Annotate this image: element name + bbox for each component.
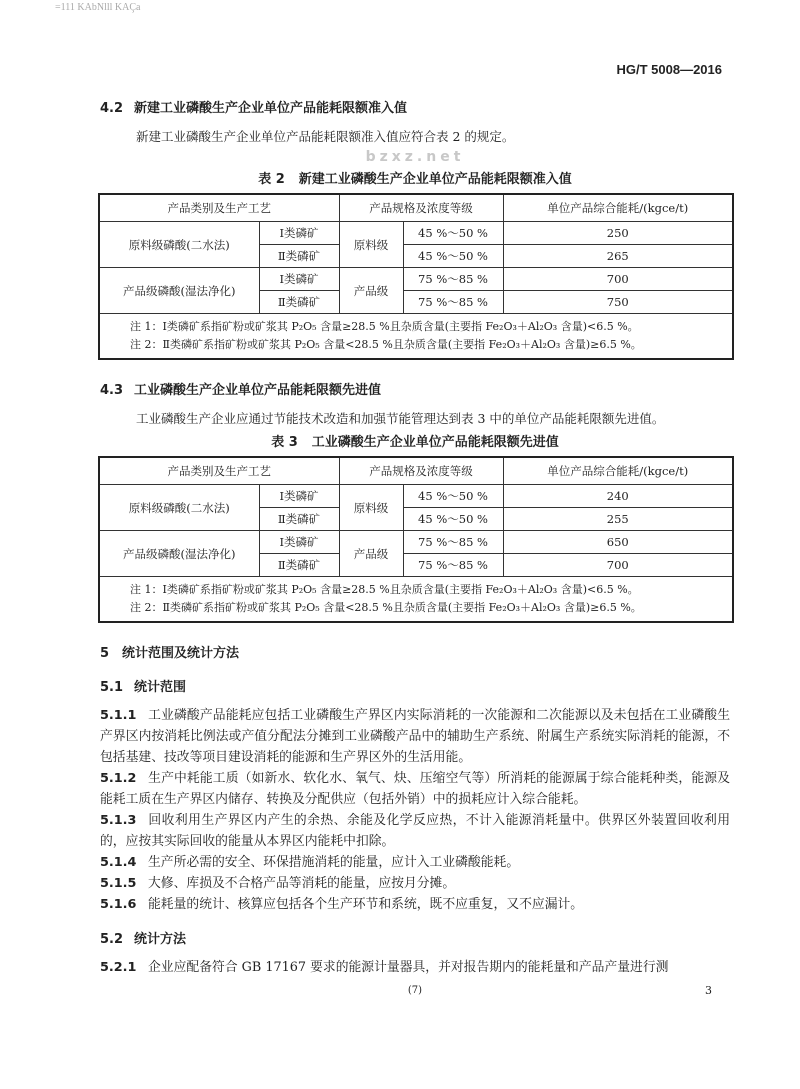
notes-cell xyxy=(99,314,733,360)
grade-cell: 原料级 xyxy=(339,485,403,531)
table-2-caption xyxy=(100,171,730,189)
section-title: 统计范围 xyxy=(134,680,187,695)
value-cell: 240 xyxy=(503,485,733,508)
clause xyxy=(100,705,730,768)
clause-number: 5.1.2 xyxy=(100,771,137,786)
header-cell: 产品规格及浓度等级 xyxy=(339,457,503,485)
table-2 xyxy=(98,193,734,360)
section-4-2-heading xyxy=(100,100,730,118)
value-cell: 255 xyxy=(503,508,733,531)
header-cell: 单位产品综合能耗/(kgce/t) xyxy=(503,457,733,485)
section-5-1-clauses xyxy=(100,705,730,915)
table-note: 注 1：Ⅰ类磷矿系指矿粉或矿浆其 P₂O₅ 含量≥28.5 %且杂质含量(主要指 Fe₂O₃＋Al₂O₃ 含量)<6.5 %。 xyxy=(130,583,639,596)
clause xyxy=(100,768,730,810)
ore-cell: Ⅰ类磷矿 xyxy=(259,222,339,245)
clause-number: 5.1.5 xyxy=(100,876,137,891)
section-4-3-heading xyxy=(100,382,730,400)
table-title: 新建工业磷酸生产企业单位产品能耗限额准入值 xyxy=(298,172,572,187)
value-cell: 700 xyxy=(503,268,733,291)
ore-cell: Ⅰ类磷矿 xyxy=(259,531,339,554)
clause-number: 5.1.6 xyxy=(100,897,137,912)
page-footer xyxy=(100,984,730,1004)
grade-cell: 原料级 xyxy=(339,222,403,268)
clause-number: 5.1.4 xyxy=(100,855,137,870)
value-cell: 250 xyxy=(503,222,733,245)
table-number: 表 2 xyxy=(258,172,285,187)
table-note: 注 2：Ⅱ类磷矿系指矿粉或矿浆其 P₂O₅ 含量<28.5 %且杂质含量(主要指 Fe₂O₃＋Al₂O₃ 含量)≥6.5 %。 xyxy=(130,338,642,351)
clause-text: 工业磷酸产品能耗应包括工业磷酸生产界区内实际消耗的一次能源和二次能源以及未包括在工业磷酸生产界区内按消耗比例法或产值分配法分摊到工业磷酸产品中的辅助生产系统、附属生产系统实际消耗的能源，不包括基建、技改等项目建设消耗的能源和生产界区外的生活用能。 xyxy=(100,708,730,765)
grade-cell: 产品级 xyxy=(339,268,403,314)
table-title: 工业磷酸生产企业单位产品能耗限额先进值 xyxy=(311,435,559,450)
header-cell: 产品规格及浓度等级 xyxy=(339,194,503,222)
scan-header-mark: =111 KAbNlll KAÇa xyxy=(55,2,141,13)
section-title: 统计范围及统计方法 xyxy=(122,646,240,661)
clause-number: 5.1.3 xyxy=(100,813,137,828)
table-row xyxy=(99,268,733,291)
category-cell: 原料级磷酸(二水法) xyxy=(99,222,259,268)
header-cell: 产品类别及生产工艺 xyxy=(99,457,339,485)
clause xyxy=(100,957,730,978)
section-number: 4.2 xyxy=(100,101,124,116)
clause-text: 生产中耗能工质（如新水、软化水、氧气、炔、压缩空气等）所消耗的能源属于综合能耗种类，能源及能耗工质在生产界区内储存、转换及分配供应（包括外销）中的损耗应计入综合能耗。 xyxy=(100,771,730,807)
table-row xyxy=(99,485,733,508)
spec-cell: 75 %～85 % xyxy=(403,291,503,314)
page-top-bar xyxy=(0,0,800,62)
table-3-caption xyxy=(100,434,730,452)
clause-number: 5.2.1 xyxy=(100,960,137,975)
section-number: 5.2 xyxy=(100,932,124,947)
table-header-row xyxy=(99,457,733,485)
spec-cell: 75 %～85 % xyxy=(403,554,503,577)
document-page xyxy=(0,62,800,1004)
notes-cell xyxy=(99,577,733,623)
ore-cell: Ⅱ类磷矿 xyxy=(259,291,339,314)
section-title: 统计方法 xyxy=(134,932,187,947)
header-cell: 产品类别及生产工艺 xyxy=(99,194,339,222)
header-cell: 单位产品综合能耗/(kgce/t) xyxy=(503,194,733,222)
page-number: 3 xyxy=(705,984,712,997)
clause-text: 大修、库损及不合格产品等消耗的能量，应按月分摊。 xyxy=(148,876,456,891)
section-4-3-text: 工业磷酸生产企业应通过节能技术改造和加强节能管理达到表 3 中的单位产品能耗限额先进值。 xyxy=(136,411,665,426)
table-number: 表 3 xyxy=(271,435,298,450)
clause xyxy=(100,873,730,894)
section-5-1-heading xyxy=(100,679,730,697)
section-5-2-heading xyxy=(100,931,730,949)
value-cell: 700 xyxy=(503,554,733,577)
spec-cell: 45 %～50 % xyxy=(403,222,503,245)
clause xyxy=(100,894,730,915)
spec-cell: 45 %～50 % xyxy=(403,485,503,508)
section-number: 4.3 xyxy=(100,383,124,398)
spec-cell: 75 %～85 % xyxy=(403,531,503,554)
watermark-row xyxy=(100,146,730,165)
category-cell: 产品级磷酸(湿法净化) xyxy=(99,268,259,314)
table-note: 注 2：Ⅱ类磷矿系指矿粉或矿浆其 P₂O₅ 含量<28.5 %且杂质含量(主要指 Fe₂O₃＋Al₂O₃ 含量)≥6.5 %。 xyxy=(130,601,642,614)
table-notes-row xyxy=(99,314,733,360)
section-number: 5 xyxy=(100,646,110,661)
section-number: 5.1 xyxy=(100,680,124,695)
table-3 xyxy=(98,456,734,623)
section-4-2-text: 新建工业磷酸生产企业单位产品能耗限额准入值应符合表 2 的规定。 xyxy=(136,129,515,144)
section-5-2-clauses xyxy=(100,957,730,978)
ore-cell: Ⅱ类磷矿 xyxy=(259,245,339,268)
section-title: 新建工业磷酸生产企业单位产品能耗限额准入值 xyxy=(134,101,408,116)
category-cell: 原料级磷酸(二水法) xyxy=(99,485,259,531)
table-notes-row xyxy=(99,577,733,623)
table-row xyxy=(99,531,733,554)
clause xyxy=(100,810,730,852)
ore-cell: Ⅱ类磷矿 xyxy=(259,508,339,531)
spec-cell: 45 %～50 % xyxy=(403,245,503,268)
table-note: 注 1：Ⅰ类磷矿系指矿粉或矿浆其 P₂O₅ 含量≥28.5 %且杂质含量(主要指 Fe₂O₃＋Al₂O₃ 含量)<6.5 %。 xyxy=(130,320,639,333)
standard-code: HG/T 5008—2016 xyxy=(616,62,722,77)
value-cell: 650 xyxy=(503,531,733,554)
folio: (7) xyxy=(407,985,423,996)
category-cell: 产品级磷酸(湿法净化) xyxy=(99,531,259,577)
table-header-row xyxy=(99,194,733,222)
spec-cell: 45 %～50 % xyxy=(403,508,503,531)
value-cell: 265 xyxy=(503,245,733,268)
spec-cell: 75 %～85 % xyxy=(403,268,503,291)
grade-cell: 产品级 xyxy=(339,531,403,577)
clause-text: 回收利用生产界区内产生的余热、余能及化学反应热，不计入能源消耗量中。供界区外装置回收利用的，应按其实际回收的能量从本界区内能耗中扣除。 xyxy=(100,813,730,849)
ore-cell: Ⅱ类磷矿 xyxy=(259,554,339,577)
clause-text: 企业应配备符合 GB 17167 要求的能源计量器具，并对报告期内的能耗量和产品产量进行测 xyxy=(148,960,669,975)
table-row xyxy=(99,222,733,245)
section-5-heading xyxy=(100,645,730,663)
value-cell: 750 xyxy=(503,291,733,314)
clause-text: 生产所必需的安全、环保措施消耗的能量，应计入工业磷酸能耗。 xyxy=(148,855,520,870)
ore-cell: Ⅰ类磷矿 xyxy=(259,485,339,508)
clause xyxy=(100,852,730,873)
section-title: 工业磷酸生产企业单位产品能耗限额先进值 xyxy=(134,383,382,398)
clause-text: 能耗量的统计、核算应包括各个生产环节和系统，既不应重复，又不应漏计。 xyxy=(148,897,584,912)
ore-cell: Ⅰ类磷矿 xyxy=(259,268,339,291)
clause-number: 5.1.1 xyxy=(100,708,137,723)
watermark: bzxz.net xyxy=(365,149,465,165)
